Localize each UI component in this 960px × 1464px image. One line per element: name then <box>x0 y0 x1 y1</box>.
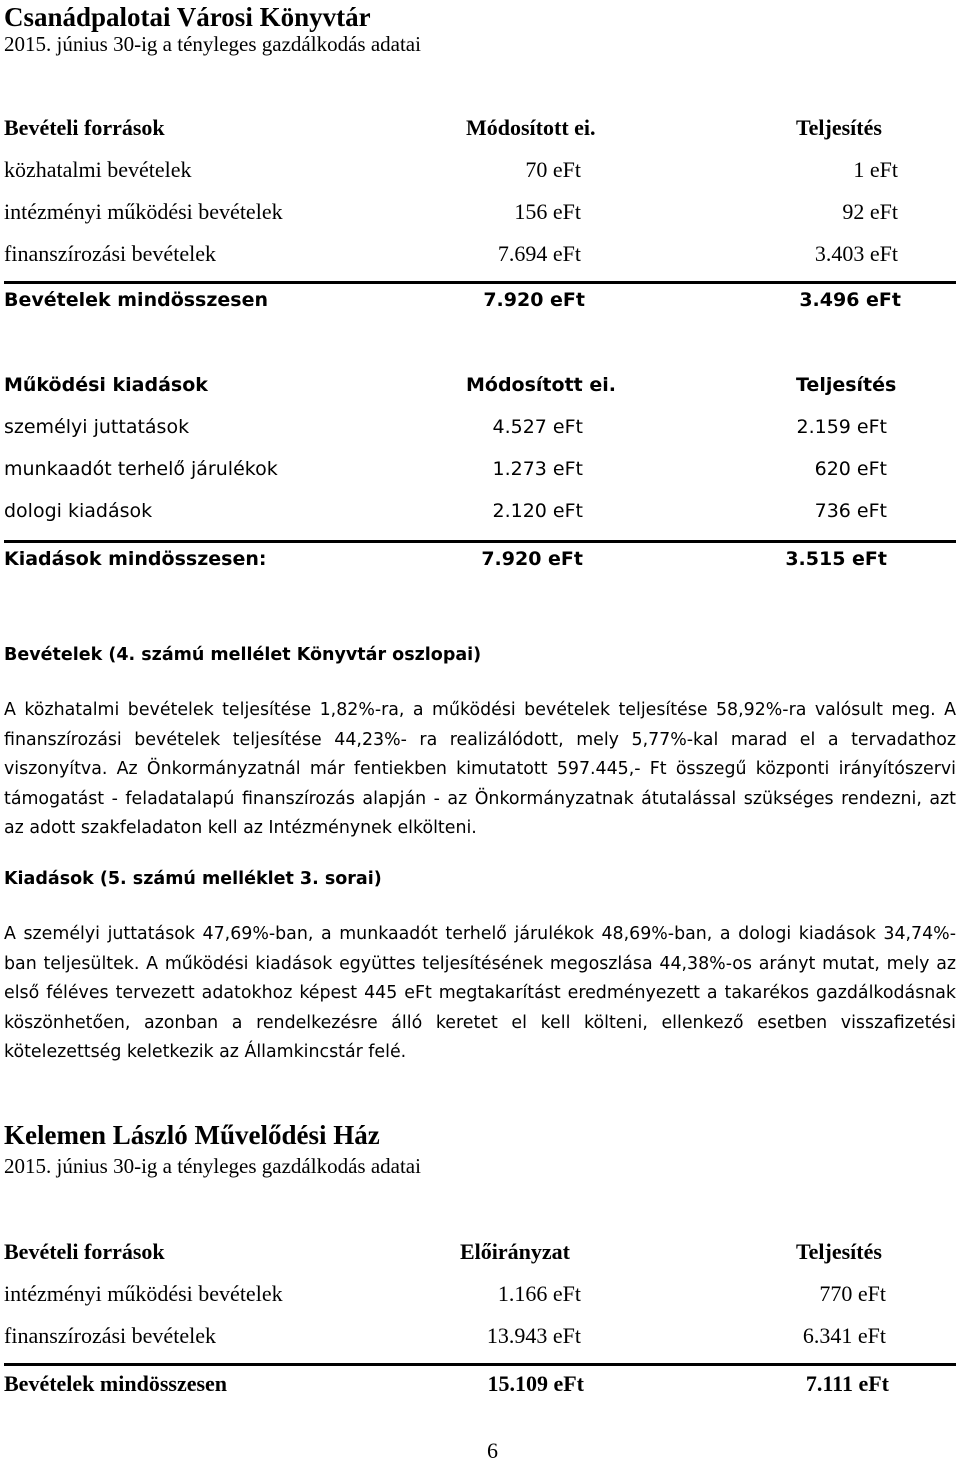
expense-heading: Kiadások (5. számú melléklet 3. sorai) <box>4 869 382 889</box>
table-cell: 92 eFt <box>842 199 898 224</box>
table-cell: munkaadót terhelő járulékok <box>4 458 278 480</box>
table-total-cell: Bevételek mindösszesen <box>4 1371 228 1396</box>
table-cell: finanszírozási bevételek <box>4 1323 216 1348</box>
table-header-cell: Bevételi források <box>4 1239 165 1264</box>
culture-house-subtitle: 2015. június 30-ig a tényleges gazdálkodás adatai <box>4 1154 421 1178</box>
library-subtitle: 2015. június 30-ig a tényleges gazdálkodás adatai <box>4 32 421 56</box>
table-cell: személyi juttatások <box>4 416 190 438</box>
table-total-cell: 7.920 eFt <box>483 289 585 311</box>
table-header-cell: Módosított ei. <box>466 115 596 140</box>
table-cell: 156 eFt <box>514 199 581 224</box>
table-header-cell: Működési kiadások <box>4 374 208 396</box>
table-header-cell: Bevételi források <box>4 115 165 140</box>
table-header-cell: Teljesítés <box>796 115 882 140</box>
culture-house-title: Kelemen László Művelődési Ház <box>4 1120 380 1150</box>
table-total-cell: Bevételek mindösszesen <box>4 289 269 311</box>
table-cell: 7.694 eFt <box>497 241 581 266</box>
table-cell: 6.341 eFt <box>802 1323 886 1348</box>
table-cell: 770 eFt <box>819 1281 886 1306</box>
total-divider <box>4 540 956 543</box>
table-total-cell: 7.111 eFt <box>805 1371 889 1396</box>
table-cell: dologi kiadások <box>4 500 153 522</box>
table-cell: 3.403 eFt <box>814 241 898 266</box>
table-total-cell: 7.920 eFt <box>481 548 583 570</box>
library-title: Csanádpalotai Városi Könyvtár <box>4 2 371 32</box>
table-cell: intézményi működési bevételek <box>4 1281 283 1306</box>
table-total-cell: 15.109 eFt <box>487 1371 584 1396</box>
expense-paragraph: A személyi juttatások 47,69%-ban, a munkaadót terhelő járulékok 48,69%-ban, a dologi kiadások 34,74%-ban teljesültek. A működési kiadások együttes teljesítésének megoszlása 44,38%-os arányt mutat, mely az első féléves tervezett adatokhoz képest 445 eFt megtakarítást eredményezett a takarékos gazdálkodásnak köszönhetően, azonban a rendelkezésre álló keretet el kell költeni, ellenkező esetben visszafizetési kötelezettség keletkezik az Államkincstár felé. <box>4 924 956 1062</box>
revenue-paragraph: A közhatalmi bevételek teljesítése 1,82%-ra, a működési bevételek teljesítése 58,92%-ra valósult meg. A finanszírozási bevételek teljesítése 44,23%- ra realizálódott, mely 5,77%-kal marad el a tervadathoz viszonyítva. Az Önkormányzatnál már fentiekben kimutatott 597.445,- Ft összegű központi irányítószervi támogatást - feladatalapú finanszírozás alapján - az Önkormányzatnak átutalással szükséges rendezni, azt az adott szakfeladaton kell az Intézménynek elkölteni. <box>4 700 956 838</box>
table-total-cell: Kiadások mindösszesen: <box>4 548 267 570</box>
table-cell: 2.159 eFt <box>796 416 887 438</box>
table-header-cell: Módosított ei. <box>466 374 616 396</box>
table-total-cell: 3.496 eFt <box>799 289 901 311</box>
table-header-cell: Előirányzat <box>460 1239 570 1264</box>
revenue-heading: Bevételek (4. számú mellélet Könyvtár oszlopai) <box>4 645 482 665</box>
total-divider <box>4 281 956 284</box>
table-cell: 70 eFt <box>525 157 581 182</box>
table-cell: 13.943 eFt <box>486 1323 581 1348</box>
table-cell: finanszírozási bevételek <box>4 241 216 266</box>
page-number: 6 <box>487 1438 498 1463</box>
table-cell: 736 eFt <box>814 500 887 522</box>
table-header-cell: Teljesítés <box>796 374 897 396</box>
total-divider <box>4 1363 956 1366</box>
table-cell: 2.120 eFt <box>492 500 583 522</box>
table-cell: 1.166 eFt <box>497 1281 581 1306</box>
table-total-cell: 3.515 eFt <box>785 548 887 570</box>
table-cell: 1 eFt <box>853 157 898 182</box>
table-cell: 1.273 eFt <box>492 458 583 480</box>
table-header-cell: Teljesítés <box>796 1239 882 1264</box>
table-cell: intézményi működési bevételek <box>4 199 283 224</box>
table-cell: 4.527 eFt <box>492 416 583 438</box>
table-cell: 620 eFt <box>814 458 887 480</box>
table-cell: közhatalmi bevételek <box>4 157 192 182</box>
